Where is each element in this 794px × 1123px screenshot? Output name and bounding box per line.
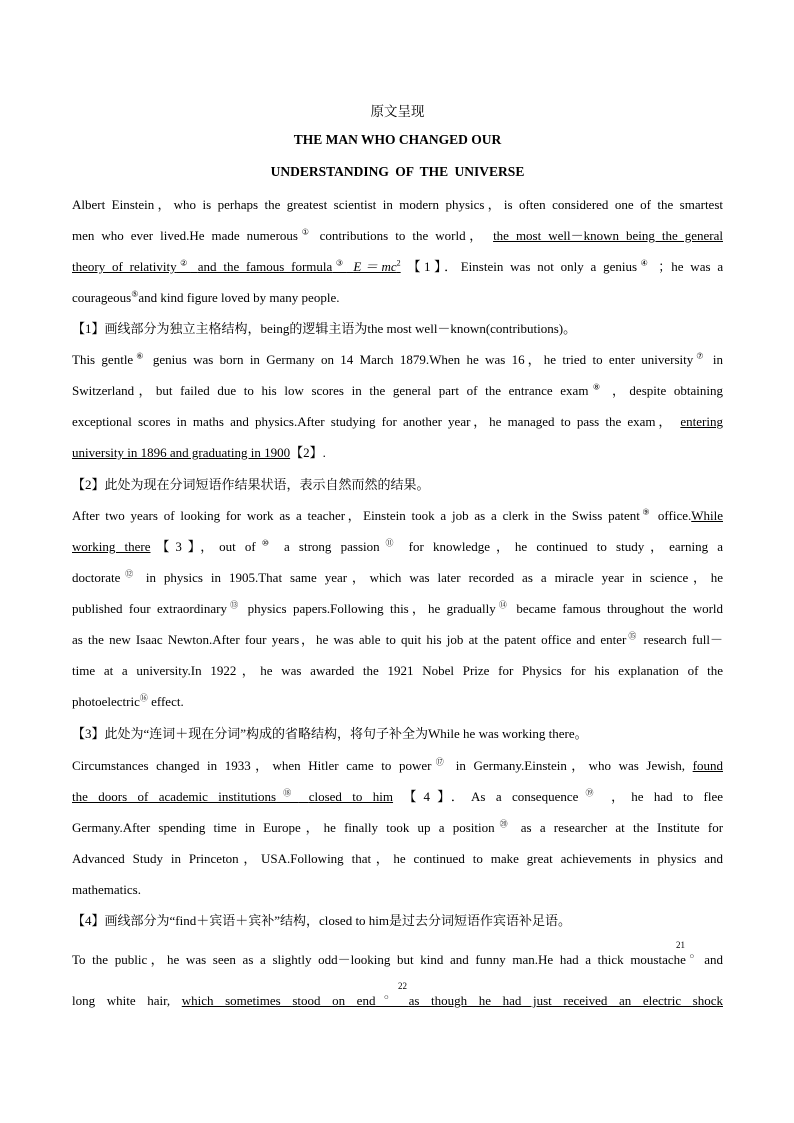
text-line: Advanced Study in Princeton，USA.Following that，he continued to make great achievements in physics and <box>72 851 723 866</box>
circled-number: ⑭ <box>495 600 510 610</box>
title-line-2: UNDERSTANDING OF THE UNIVERSE <box>270 164 525 179</box>
text-span: and <box>704 952 723 967</box>
circled-number: ○ <box>375 992 397 1002</box>
circled-number: ⑧ <box>588 382 605 392</box>
text-line <box>72 500 723 531</box>
text-line <box>72 750 723 781</box>
text-span: as though he had just received an electric shock <box>408 993 723 1008</box>
circled-number: ④ <box>637 258 652 268</box>
underlined-text: entering <box>680 414 723 429</box>
text-span: for knowledge，he continued to study，earning a <box>408 539 723 554</box>
circled-number: ⑤ <box>131 289 139 299</box>
text-span: published four extraordinary <box>72 601 227 616</box>
circled-number: ⑦ <box>693 351 707 361</box>
circled-number: ○ <box>685 951 698 961</box>
text-line <box>72 686 723 717</box>
text-line <box>72 282 723 313</box>
circled-number: ⑥ <box>133 351 147 361</box>
circled-number: ⑱ <box>276 788 299 798</box>
text-span: men who ever lived.He made numerous <box>72 228 298 243</box>
text-span: To the public，he was seen as a slightly odd－looking but kind and funny man.He had a thick moustache <box>72 952 686 967</box>
underlined-text <box>182 993 723 1008</box>
text-line <box>72 624 723 655</box>
paragraph-4 <box>72 750 723 905</box>
circled-number: ⑳ <box>494 819 513 829</box>
circled-number: ⑨ <box>639 507 653 517</box>
text-span: theory of relativity <box>72 259 177 274</box>
text-span: doctorate <box>72 570 121 585</box>
text-line <box>72 251 723 282</box>
note-3: 【3】此处为“连词＋现在分词”构成的省略结构，将句子补全为While he was working there。 <box>72 726 588 741</box>
text-line <box>72 531 723 562</box>
text-span: the doors of academic institutions <box>72 789 277 804</box>
text-line: Albert Einstein，who is perhaps the greatest scientist in modern physics，is often considered one of the smartest <box>72 197 723 212</box>
text-span: office. <box>657 508 692 523</box>
circled-number: ⑯ <box>139 693 148 703</box>
circled-number: ⑪ <box>379 538 400 548</box>
text-span: contributions to the world， <box>319 228 487 243</box>
underlined-text: the most well－known being the general <box>493 228 723 243</box>
text-span: in physics in 1905.That same year，which was later recorded as a miracle year in science，he <box>145 570 723 585</box>
underlined-text <box>72 789 393 804</box>
circled-number: ⑲ <box>578 788 601 798</box>
underlined-text: working there <box>72 539 151 554</box>
text-line <box>72 781 723 812</box>
section-label: 原文呈现 <box>370 104 425 119</box>
text-span: Germany.After spending time in Europe，he finally took up a position <box>72 820 495 835</box>
footnote-number-21: 21 <box>676 940 685 950</box>
note-1: 【1】画线部分为独立主格结构，being的逻辑主语为the most well－known(contributions)。 <box>72 321 577 336</box>
text-span: courageous <box>72 290 132 305</box>
text-line <box>72 593 723 624</box>
paragraph-3 <box>72 500 723 717</box>
text-span: which sometimes stood on end <box>181 993 376 1008</box>
text-line <box>72 344 723 375</box>
text-span: closed to him <box>308 789 394 804</box>
superscript: 2 <box>396 258 401 268</box>
text-span: a strong passion <box>283 539 380 554</box>
text-span: as the new Isaac Newton.After four years，he was able to quit his job at the patent office and enter <box>72 632 627 647</box>
paragraph-5-line-2 <box>72 985 723 1016</box>
text-span: genius was born in Germany on 14 March 1879.When he was 16，he tried to enter university <box>152 352 694 367</box>
text-span: After two years of looking for work as a teacher，Einstein took a job as a clerk in the Swiss patent <box>72 508 640 523</box>
text-span: 【2】. <box>290 445 326 460</box>
text-span: physics papers.Following this，he gradually <box>247 601 496 616</box>
text-span: 【4】．As a consequence <box>403 789 579 804</box>
circled-number: ⑰ <box>431 757 449 767</box>
text-span: ，he had to flee <box>611 789 723 804</box>
text-line <box>72 985 723 1016</box>
text-line: time at a university.In 1922，he was awarded the 1921 Nobel Prize for Physics for his explanation of the <box>72 663 723 678</box>
note-4: 【4】画线部分为“find＋宾语＋宾补”结构，closed to him是过去分词短语作宾语补足语。 <box>72 913 572 928</box>
text-span: Circumstances changed in 1933，when Hitler came to power <box>72 758 432 773</box>
underlined-text: university in 1896 and graduating in 1900 <box>72 445 291 460</box>
underlined-text <box>72 259 401 274</box>
text-span: in <box>712 352 723 367</box>
footnote-number-22: 22 <box>398 981 407 991</box>
text-line <box>72 220 723 251</box>
underlined-text: found <box>692 758 723 773</box>
text-span: and kind figure loved by many people. <box>138 290 340 305</box>
text-span: photoelectric <box>72 694 140 709</box>
text-line <box>72 375 723 406</box>
paragraph-5 <box>72 944 723 975</box>
text-span: Switzerland，but failed due to his low scores in the general part of the entrance exam <box>72 383 589 398</box>
text-line <box>72 437 723 468</box>
text-span: and the famous formula <box>197 259 333 274</box>
underlined-text: While <box>691 508 723 523</box>
circled-number: ② <box>176 258 191 268</box>
text-span: ；he was a <box>658 259 723 274</box>
text-span: 【3】，out of <box>150 539 256 554</box>
paragraph-2 <box>72 344 723 468</box>
text-span: This gentle <box>72 352 134 367</box>
text-span: research full－ <box>643 632 723 647</box>
paragraph-1 <box>72 189 723 313</box>
text-span: long white hair, <box>72 993 171 1008</box>
circled-number: ③ <box>332 258 347 268</box>
text-line: mathematics. <box>72 882 141 897</box>
text-line <box>72 562 723 593</box>
text-line <box>72 406 723 437</box>
text-span: 【1】．Einstein was not only a genius <box>407 259 638 274</box>
title-line-1: THE MAN WHO CHANGED OUR <box>293 132 502 147</box>
circled-number: ⑮ <box>626 631 639 641</box>
formula: E＝mc <box>353 259 397 274</box>
text-span: effect. <box>151 694 184 709</box>
text-span: exceptional scores in maths and physics.After studying for another year，he managed to pass the exam， <box>72 414 675 429</box>
text-line <box>72 944 723 975</box>
text-line <box>72 812 723 843</box>
text-span: became famous throughout the world <box>516 601 723 616</box>
text-span: as a researcher at the Institute for <box>520 820 723 835</box>
circled-number: ① <box>297 227 313 237</box>
circled-number: ⑫ <box>120 569 138 579</box>
circled-number: ⑬ <box>226 600 242 610</box>
text-span: in Germany.Einstein，who was Jewish, <box>455 758 686 773</box>
text-span: ，despite obtaining <box>612 383 723 398</box>
circled-number: ⑩ <box>255 538 275 548</box>
note-2: 【2】此处为现在分词短语作结果状语，表示自然而然的结果。 <box>72 477 430 492</box>
